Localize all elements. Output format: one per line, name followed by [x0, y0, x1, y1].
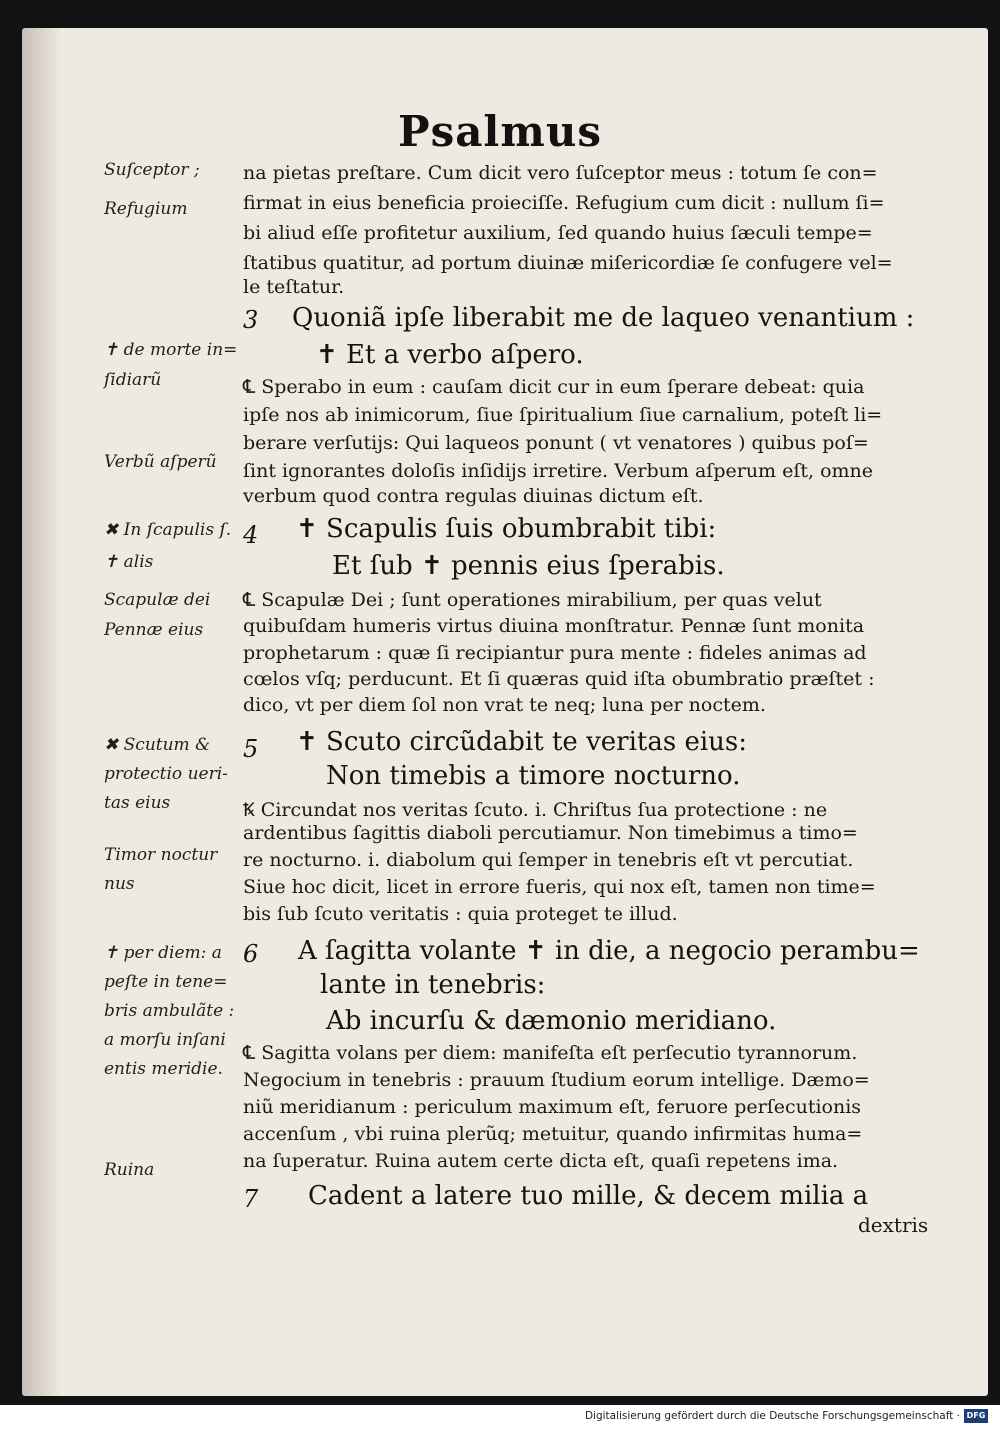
commentary-line: cœlos vſq; perducunt. Et ſi quæras quid iſta obumbratio præſtet :	[243, 668, 875, 690]
margin-note-timor: Timor noctur	[104, 845, 218, 865]
margin-note-refugium: Refugium	[104, 199, 188, 219]
commentary-line: bis ſub ſcuto veritatis : quia proteget te illud.	[243, 903, 678, 925]
catchword: dextris	[858, 1213, 929, 1237]
margin-note-de-morte: ✝ de morte in=	[104, 340, 238, 360]
margin-note-pennae: Pennæ eius	[104, 620, 204, 640]
commentary-line: ipſe nos ab inimicorum, ſiue ſpiritualium ſiue carnalium, poteſt li=	[243, 404, 883, 426]
margin-note-ruina: Ruina	[104, 1160, 155, 1180]
margin-note-per-diem-2: peſte in tene=	[104, 972, 228, 992]
verse-line: Non timebis a timore nocturno.	[326, 761, 741, 791]
commentary-line: Negocium in tenebris : prauum ſtudium eorum intellige. Dæmo=	[243, 1069, 870, 1091]
margin-note-scutum: ✖ Scutum &	[104, 735, 211, 755]
commentary-line: le teſtatur.	[243, 276, 345, 298]
margin-note-scutum-end: tas eius	[104, 793, 171, 813]
commentary-line: na pietas preſtare. Cum dicit vero ſuſceptor meus : totum ſe con=	[243, 162, 878, 184]
commentary-line: ℄ Sperabo in eum : cauſam dicit cur in eum ſperare debeat: quia	[243, 376, 865, 398]
verse-number-5: 5	[243, 735, 259, 763]
margin-note-per-diem-3: bris ambulãte :	[104, 1001, 235, 1021]
commentary-line: bi aliud eſſe profitetur auxilium, ſed quando huius ſæculi tempe=	[243, 222, 873, 244]
verse-line: Et ſub ✝ pennis eius ſperabis.	[332, 551, 725, 581]
commentary-line: firmat in eius beneficia proieciſſe. Refugium cum dicit : nullum ſi=	[243, 192, 885, 214]
verse-number-3: 3	[243, 306, 259, 334]
commentary-line: re nocturno. i. diabolum qui ſemper in tenebris eſt vt percutiat.	[243, 849, 854, 871]
commentary-line: niũ meridianum : periculum maximum eſt, feruore perſecutionis	[243, 1096, 862, 1118]
commentary-line: berare verſutijs: Qui laqueos ponunt ( vt venatores ) quibus poſ=	[243, 432, 869, 454]
verse-number-4: 4	[243, 521, 259, 549]
margin-note-timor-cont: nus	[104, 874, 135, 894]
page-heading: Psalmus	[397, 107, 603, 156]
verse-line: ✝ Scuto circũdabit te veritas eius:	[296, 727, 747, 757]
commentary-line: ℄ Sagitta volans per diem: manifeſta eſt perſecutio tyrannorum.	[243, 1042, 858, 1064]
commentary-line: ℄ Scapulæ Dei ; ſunt operationes mirabilium, per quas velut	[243, 589, 822, 611]
commentary-line: ſtatibus quatitur, ad portum diuinæ miſericordiæ ſe confugere vel=	[243, 252, 893, 274]
verse-line: ✝ Scapulis ſuis obumbrabit tibi:	[296, 514, 717, 544]
commentary-line: ſint ignorantes doloſis inſidijs irretire. Verbum aſperum eſt, omne	[243, 460, 874, 482]
commentary-line: ardentibus ſagittis diaboli percutiamur. Non timebimus a timo=	[243, 822, 858, 844]
commentary-line: Siue hoc dicit, licet in errore fueris, qui nox eſt, tamen non time=	[243, 876, 876, 898]
verse-line: Cadent a latere tuo mille, & decem milia a	[308, 1181, 869, 1211]
funding-footer: Digitalisierung gefördert durch die Deutsche Forschungsgemeinschaft ·	[584, 1410, 960, 1422]
page-gutter-shadow	[22, 28, 62, 1396]
margin-note-scutum-cont: protectio ueri-	[104, 764, 228, 784]
verse-number-7: 7	[243, 1185, 259, 1213]
dfg-logo-icon: DFG	[964, 1409, 988, 1423]
margin-note-per-diem: ✝ per diem: a	[104, 943, 222, 963]
commentary-line: na ſuperatur. Ruina autem certe dicta eſt, quaſi repetens ima.	[243, 1150, 839, 1172]
margin-note-de-morte-cont: ſidiarũ	[104, 370, 162, 390]
margin-note-per-diem-5: entis meridie.	[104, 1059, 223, 1079]
margin-note-alis: ✝ alis	[104, 552, 154, 572]
verse-line: lante in tenebris:	[320, 970, 546, 1000]
verse-line: Ab incurſu & dæmonio meridiano.	[326, 1006, 777, 1036]
verse-line: A ſagitta volante ✝ in die, a negocio perambu=	[298, 936, 920, 966]
commentary-line: Ꝅ Circundat nos veritas ſcuto. i. Chriſtus ſua protectione : ne	[243, 799, 828, 821]
verse-line: Quoniã ipſe liberabit me de laqueo venantium :	[292, 303, 915, 333]
margin-note-scapulae: Scapulæ dei	[104, 590, 211, 610]
margin-note-susceptor: Suſceptor ;	[104, 160, 200, 180]
margin-note-per-diem-4: a morſu inſani	[104, 1030, 226, 1050]
margin-note-in-scapulis: ✖ In ſcapulis ſ.	[104, 520, 232, 540]
commentary-line: verbum quod contra regulas diuinas dictum eſt.	[243, 485, 704, 507]
margin-note-verbum: Verbũ aſperũ	[104, 452, 217, 472]
commentary-line: accenſum , vbi ruina plerũq; metuitur, quando infirmitas huma=	[243, 1123, 863, 1145]
verse-line: ✝ Et a verbo aſpero.	[316, 340, 584, 370]
commentary-line: dico, vt per diem ſol non vrat te neq; luna per noctem.	[243, 694, 766, 716]
commentary-line: prophetarum : quæ ſi recipiantur pura mente : fideles animas ad	[243, 642, 867, 664]
commentary-line: quibuſdam humeris virtus diuina monſtratur. Pennæ ſunt monita	[243, 615, 865, 637]
verse-number-6: 6	[243, 940, 259, 968]
